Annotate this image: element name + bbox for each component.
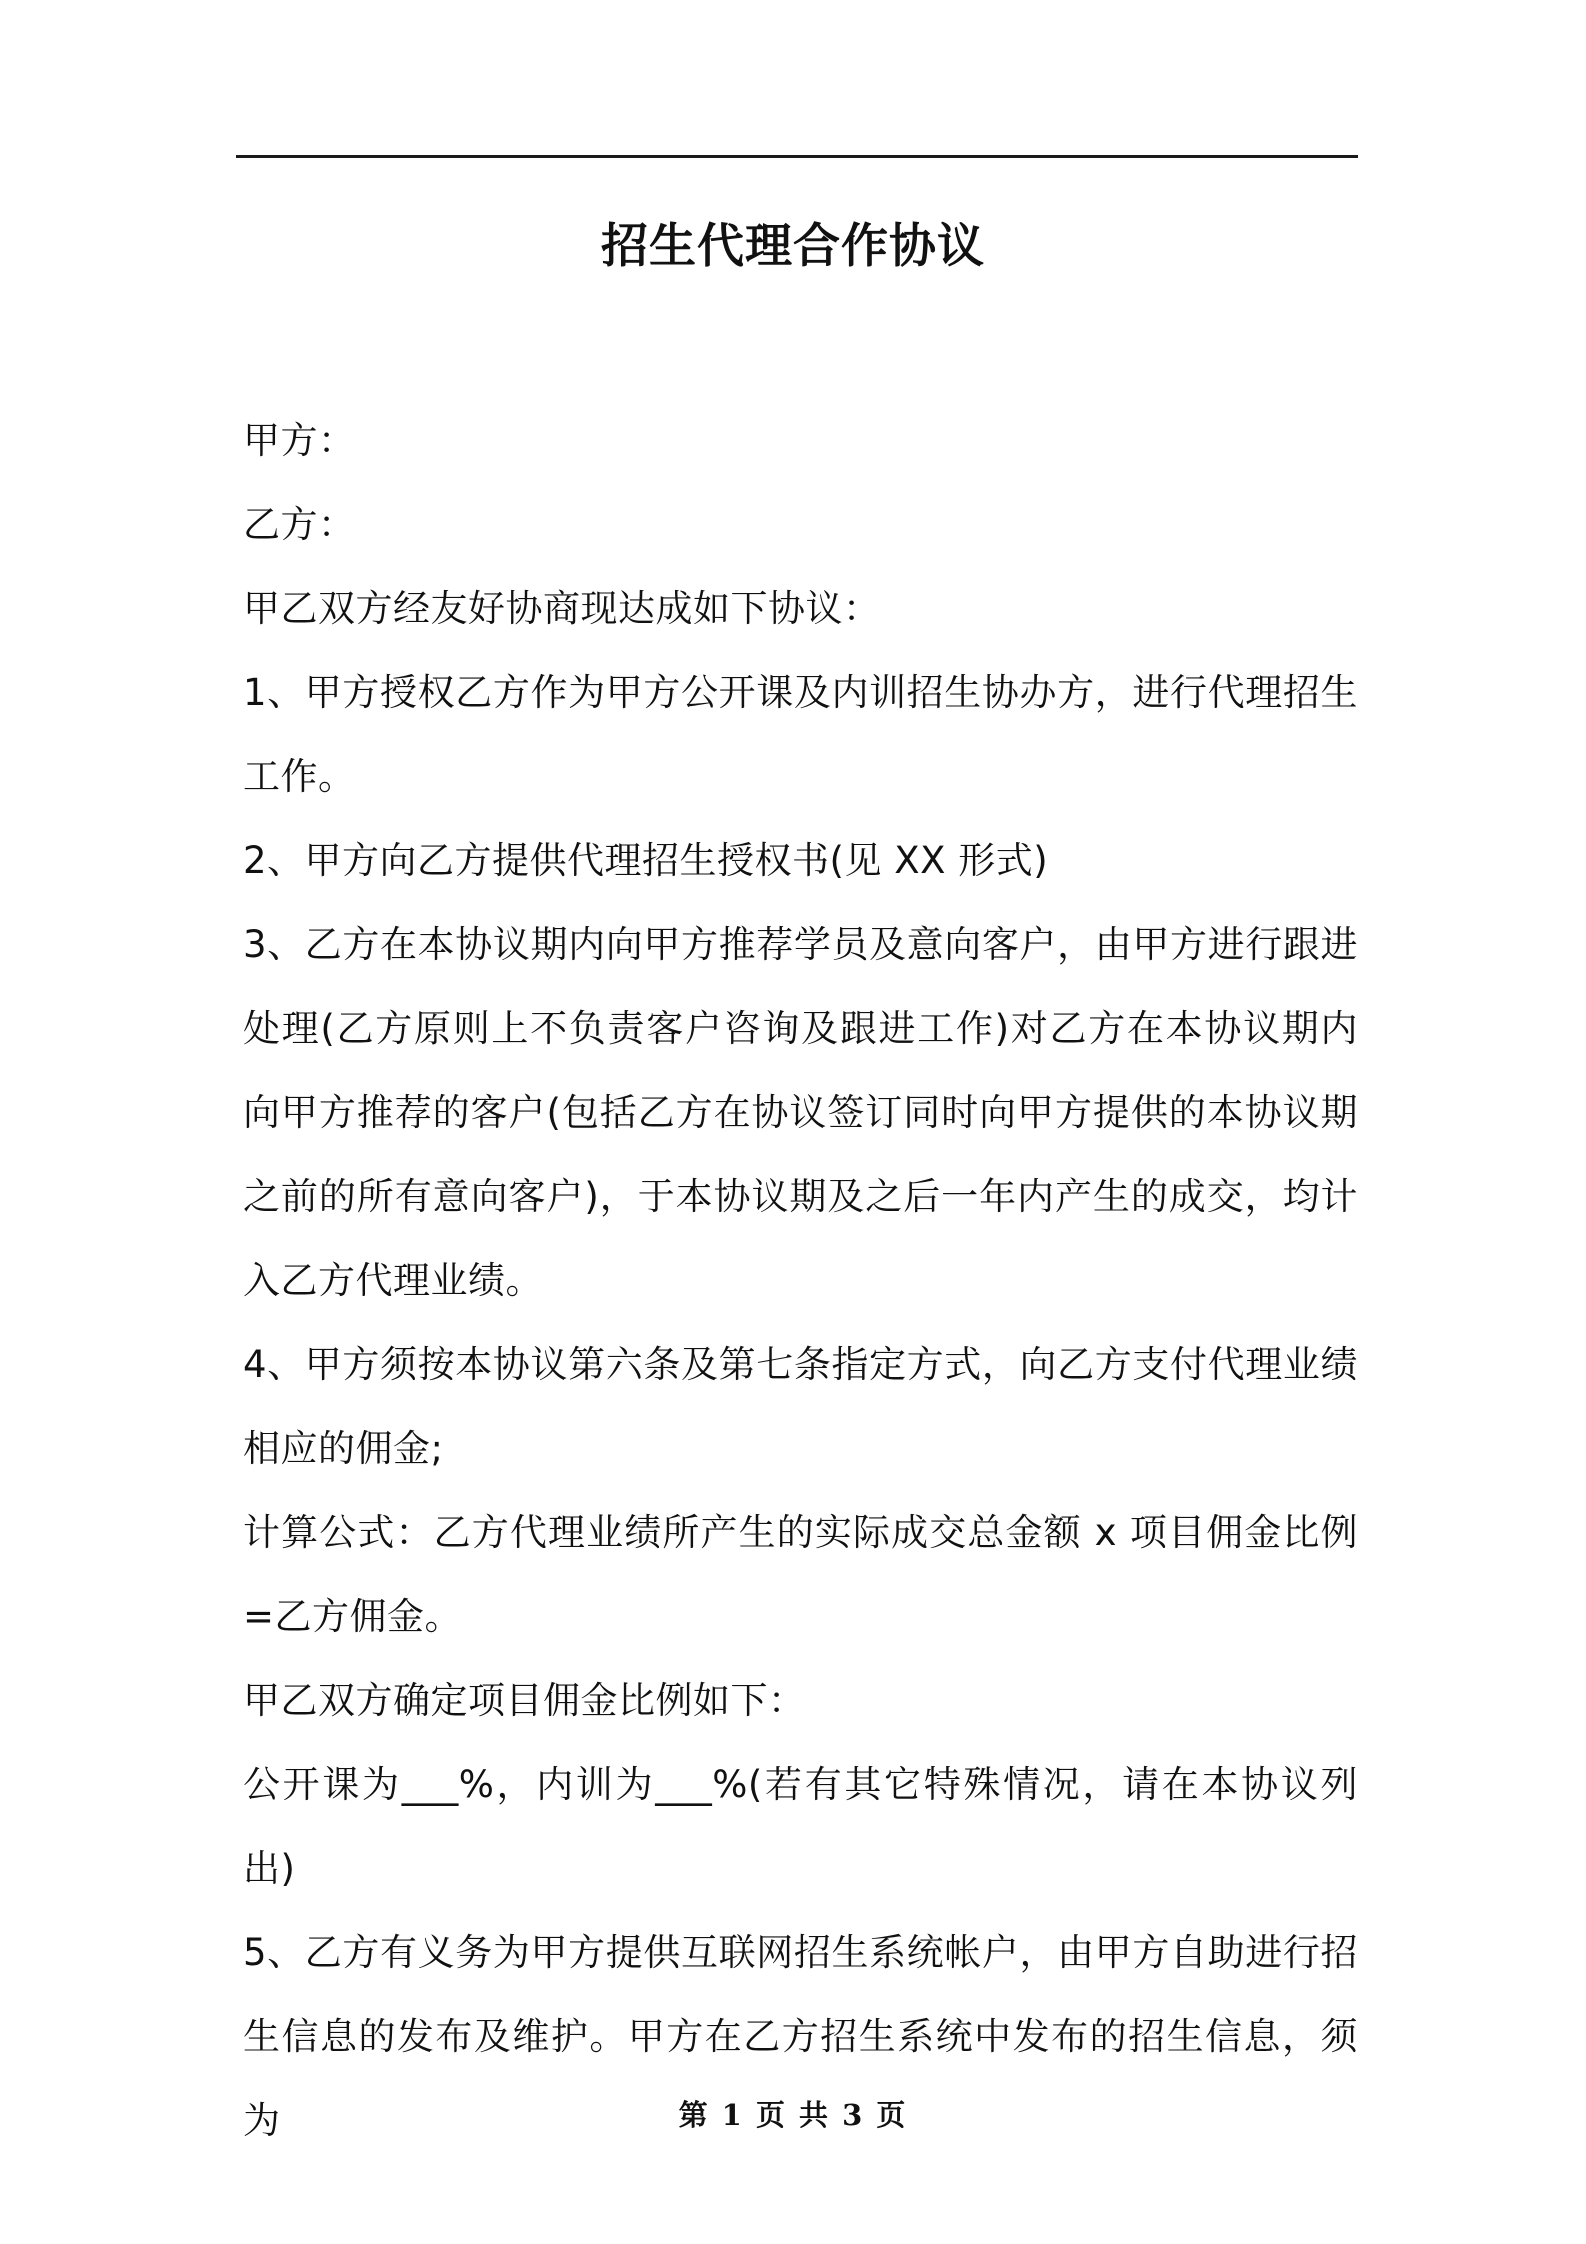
commission-ratio-intro: 甲乙双方确定项目佣金比例如下： xyxy=(243,1679,806,1722)
clause-3-paragraph: 3、乙方在本协议期内向甲方推荐学员及意向客户，由甲方进行跟进处理(乙方原则上不负责客户咨询及跟进工作)对乙方在本协议期内向甲方推荐的客户(包括乙方在协议签订同时向甲方提供的本协议期之前的所有意向客户)，于本协议期及之后一年内产生的成交，均计入乙方代理业绩。 xyxy=(243,923,1358,1302)
preamble-paragraph: 甲乙双方经友好协商现达成如下协议： xyxy=(243,587,881,630)
page-number-footer: 第 1 页 共 3 页 xyxy=(678,2098,908,2132)
clause-4-paragraph: 4、甲方须按本协议第六条及第七条指定方式，向乙方支付代理业绩相应的佣金; xyxy=(243,1343,1358,1470)
commission-ratio-line: 公开课为___%，内训为___%(若有其它特殊情况，请在本协议列出) xyxy=(243,1763,1358,1890)
party-a-line: 甲方： xyxy=(243,419,356,462)
party-b-line: 乙方： xyxy=(243,503,356,546)
formula-paragraph: 计算公式：乙方代理业绩所产生的实际成交总金额 x 项目佣金比例=乙方佣金。 xyxy=(243,1511,1358,1638)
document-body xyxy=(243,399,1358,2163)
clause-2-paragraph: 2、甲方向乙方提供代理招生授权书(见 XX 形式) xyxy=(243,839,1049,882)
document-title: 招生代理合作协议 xyxy=(601,219,985,274)
clause-5-paragraph: 5、乙方有义务为甲方提供互联网招生系统帐户，由甲方自助进行招生信息的发布及维护。甲方在乙方招生系统中发布的招生信息，须为 xyxy=(243,1931,1358,2142)
clause-1-paragraph: 1、甲方授权乙方作为甲方公开课及内训招生协办方，进行代理招生工作。 xyxy=(243,671,1358,798)
header-rule xyxy=(236,155,1358,158)
